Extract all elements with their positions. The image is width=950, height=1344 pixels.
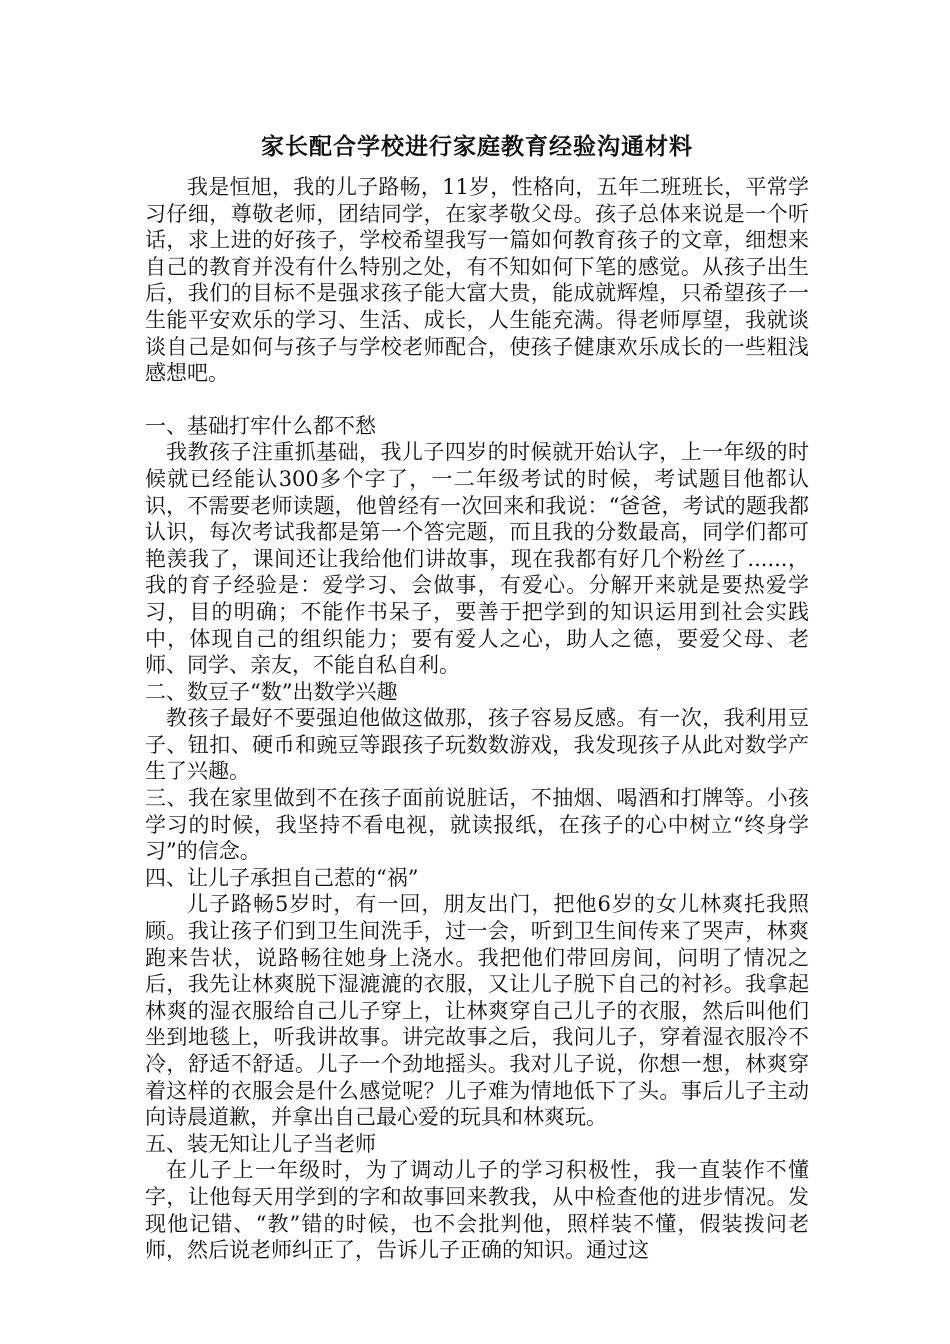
document-page [145,132,809,1264]
section-4-heading: 四、让儿子承担自己惹的“祸” [145,865,419,890]
section-2-heading: 二、数豆子“数”出数学兴趣 [145,679,398,704]
section-5-body: 在儿子上一年级时，为了调动儿子的学习积极性，我一直装作不懂字，让他每天用学到的字和故事回来教我，从中检查他的进步情况。发现他记错、“教”错的时候，也不会批判他，照样装不懂，假装拨问老师，然后说老师纠正了，告诉儿子正确的知识。通过这 [145,1158,809,1263]
section-4-body: 儿子路畅5岁时，有一回，朋友出门，把他6岁的女儿林爽托我照顾。我让孩子们到卫生间洗手，过一会，听到卫生间传来了哭声，林爽跑来告状，说路畅往她身上浇水。我把他们带回房间，问明了情况之后，我先让林爽脱下湿漉漉的衣服，又让儿子脱下自己的衬衫。我拿起林爽的湿衣服给自己儿子穿上，让林爽穿自己儿子的衣服，然后叫他们坐到地毯上，听我讲故事。讲完故事之后，我问儿子，穿着湿衣服冷不冷，舒适不舒适。儿子一个劲地摇头。我对儿子说，你想一想，林爽穿着这样的衣服会是什么感觉呢？儿子难为情地低下了头。事后儿子主动向诗晨道歉，并拿出自己最心爱的玩具和林爽玩。 [145,892,809,1130]
section-5-heading: 五、装无知让儿子当老师 [145,1131,376,1156]
section-2-body: 教孩子最好不要强迫他做这做那，孩子容易反感。有一次，我利用豆子、钮扣、硬币和豌豆等跟孩子玩数数游戏，我发现孩子从此对数学产生了兴趣。 [145,706,809,784]
section-1-heading: 一、基础打牢什么都不愁 [145,413,376,438]
section-1-body: 我教孩子注重抓基础，我儿子四岁的时候就开始认字，上一年级的时候就已经能认300多个字了，一二年级考试的时候，考试题目他都认识，不需要老师读题，他曾经有一次回来和我说：“爸爸，考试的题我都认识，每次考试我都是第一个答完题，而且我的分数最高，同学们都可艳羡我了，课间还让我给他们讲故事，现在我都有好几个粉丝了......，我的育子经验是：爱学习、会做事，有爱心。分解开来就是要热爱学习，目的明确；不能作书呆子，要善于把学到的知识运用到社会实践中，体现自己的组织能力；要有爱人之心，助人之德，要爱父母、老师、同学、亲友，不能自私自利。 [145,440,809,678]
section-3-heading: 三、我在家里做到不在孩子面前说脏话，不抽烟、喝酒和打牌等。小孩学习的时候，我坚持不看电视，就读报纸，在孩子的心中树立“终身学习”的信念。 [145,786,809,864]
intro-paragraph: 我是恒旭，我的儿子路畅，11岁，性格向，五年二班班长，平常学习仔细，尊敬老师，团结同学，在家孝敬父母。孩子总体来说是一个听话，求上进的好孩子，学校希望我写一篇如何教育孩子的文章，细想来自己的教育并没有什么特别之处，有不知如何下笔的感觉。从孩子出生后，我们的目标不是强求孩子能大富大贵，能成就辉煌，只希望孩子一生能平安欢乐的学习、生活、成长，人生能充满。得老师厚望，我就谈谈自己是如何与孩子与学校老师配合，使孩子健康欢乐成长的一些粗浅感想吧。 [145,175,809,386]
paragraph-spacer [145,387,809,413]
document-title: 家长配合学校进行家庭教育经验沟通材料 [261,133,693,160]
